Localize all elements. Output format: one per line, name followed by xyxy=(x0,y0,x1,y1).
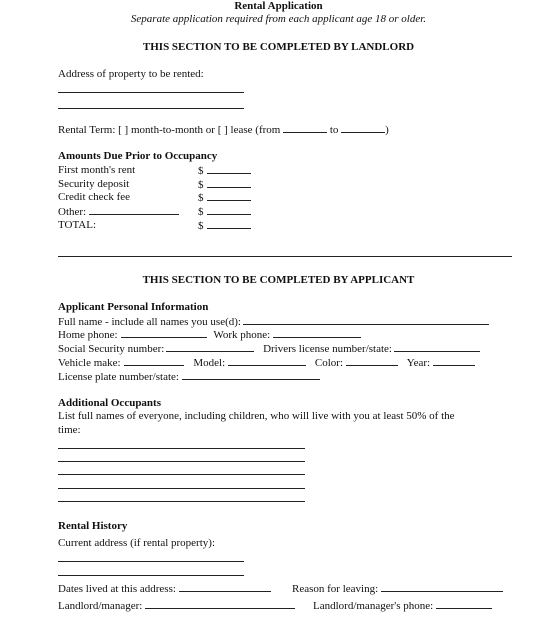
current-address-line-2[interactable] xyxy=(58,575,244,576)
drivers-license-field[interactable] xyxy=(394,342,480,352)
work-phone-field[interactable] xyxy=(273,328,361,338)
dates-lived-label: Dates lived at this address: xyxy=(58,583,176,595)
license-plate-label: License plate number/state: xyxy=(58,371,179,383)
amount-field-other[interactable] xyxy=(198,205,251,219)
phone-row xyxy=(58,328,361,342)
landlord-manager-label: Landlord/manager: xyxy=(58,600,143,612)
rental-term-to: to xyxy=(329,124,339,136)
landlord-section-heading: THIS SECTION TO BE COMPLETED BY LANDLORD xyxy=(142,41,415,53)
amount-label-credit-check: Credit check fee xyxy=(58,191,131,203)
rental-history-heading: Rental History xyxy=(58,520,128,532)
year-field[interactable] xyxy=(433,356,475,366)
vehicle-make-label: Vehicle make: xyxy=(58,357,121,369)
amount-label-security-deposit: Security deposit xyxy=(58,178,130,190)
occupant-line-5[interactable] xyxy=(58,501,305,502)
rental-term-close: ) xyxy=(385,124,389,136)
currency-symbol: $ xyxy=(198,165,204,177)
ssn-label: Social Security number: xyxy=(58,343,165,355)
dates-lived-row xyxy=(58,582,271,596)
full-name-label: Full name - include all names you use(d): xyxy=(58,316,241,328)
landlord-phone-label: Landlord/manager's phone: xyxy=(313,600,434,612)
year-label: Year: xyxy=(406,357,431,369)
occupant-line-3[interactable] xyxy=(58,474,305,475)
form-subtitle: Separate application required from each applicant age 18 or older. xyxy=(130,13,427,25)
lease-from-field[interactable] xyxy=(283,123,327,133)
full-name-row xyxy=(58,315,489,329)
amount-label-other: Other: xyxy=(58,205,179,219)
color-label: Color: xyxy=(314,357,344,369)
vehicle-row xyxy=(58,356,475,370)
dates-lived-field[interactable] xyxy=(179,582,271,592)
drivers-license-label: Drivers license number/state: xyxy=(263,343,392,355)
reason-leaving-label: Reason for leaving: xyxy=(292,583,379,595)
occupant-line-2[interactable] xyxy=(58,461,305,462)
license-plate-field[interactable] xyxy=(182,370,320,380)
currency-symbol: $ xyxy=(198,179,204,191)
ssn-row xyxy=(58,342,480,356)
landlord-phone-field[interactable] xyxy=(436,599,492,609)
color-field[interactable] xyxy=(346,356,398,366)
reason-leaving-row xyxy=(292,582,503,596)
applicant-section-heading: THIS SECTION TO BE COMPLETED BY APPLICANT xyxy=(142,274,415,286)
home-phone-field[interactable] xyxy=(121,328,207,338)
address-line-1[interactable] xyxy=(58,92,244,93)
occupants-instruction: List full names of everyone, including children, who will live with you at least 50% of the xyxy=(58,410,455,422)
amount-field-security-deposit[interactable] xyxy=(198,178,251,192)
form-title: Rental Application xyxy=(234,0,323,12)
ssn-field[interactable] xyxy=(166,342,254,352)
rental-term-row xyxy=(58,123,389,137)
occupants-heading: Additional Occupants xyxy=(58,397,161,409)
work-phone-label: Work phone: xyxy=(213,329,271,341)
full-name-field[interactable] xyxy=(243,315,489,325)
amounts-heading: Amounts Due Prior to Occupancy xyxy=(58,150,218,162)
lease-to-field[interactable] xyxy=(341,123,385,133)
section-divider xyxy=(58,256,512,257)
amount-field-total[interactable] xyxy=(198,219,251,233)
amount-field-credit-check[interactable] xyxy=(198,191,251,205)
reason-leaving-field[interactable] xyxy=(381,582,503,592)
model-field[interactable] xyxy=(228,356,306,366)
address-line-2[interactable] xyxy=(58,108,244,109)
current-address-label: Current address (if rental property): xyxy=(58,537,215,549)
currency-symbol: $ xyxy=(198,220,204,232)
current-address-line-1[interactable] xyxy=(58,561,244,562)
personal-info-heading: Applicant Personal Information xyxy=(58,301,209,313)
occupants-instruction-cont: time: xyxy=(58,424,81,436)
amount-label-total: TOTAL: xyxy=(58,219,97,231)
address-label: Address of property to be rented: xyxy=(58,68,204,80)
occupant-line-1[interactable] xyxy=(58,448,305,449)
landlord-manager-field[interactable] xyxy=(145,599,295,609)
currency-symbol: $ xyxy=(198,206,204,218)
home-phone-label: Home phone: xyxy=(58,329,118,341)
currency-symbol: $ xyxy=(198,192,204,204)
license-plate-row xyxy=(58,370,320,384)
model-label: Model: xyxy=(193,357,226,369)
other-description-field[interactable] xyxy=(89,205,179,215)
occupant-line-4[interactable] xyxy=(58,488,305,489)
amount-field-first-rent[interactable] xyxy=(198,164,251,178)
vehicle-make-field[interactable] xyxy=(124,356,184,366)
landlord-phone-row xyxy=(313,599,492,613)
landlord-manager-row xyxy=(58,599,295,613)
rental-term-label: Rental Term: [ ] month-to-month or [ ] lease (from xyxy=(58,124,281,136)
amount-label-first-rent: First month's rent xyxy=(58,164,136,176)
